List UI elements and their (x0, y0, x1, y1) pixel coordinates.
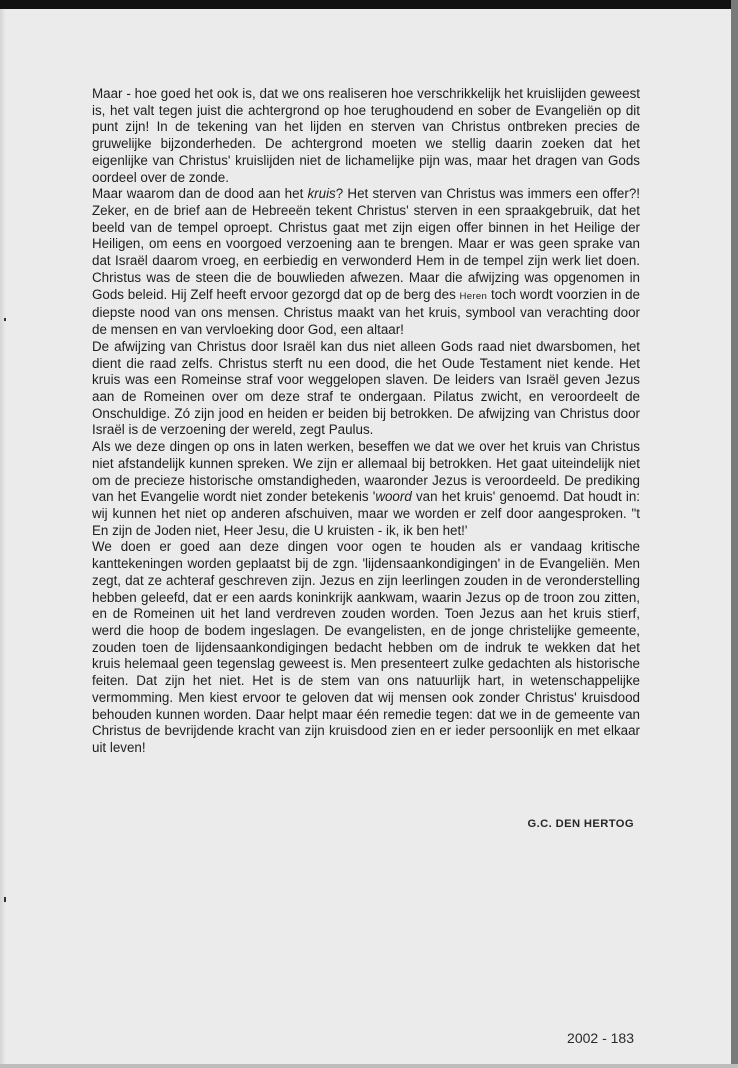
small-caps-text: Heren (459, 290, 488, 302)
paragraph: We doen er goed aan deze dingen voor ogen te houden als er vandaag kritische kanttekeningen worden geplaatst bij de zgn. 'lijdensaankondigingen' in de Evangeliën. Men zegt, dat ze achteraf geschreven zijn. Jezus en zijn leerlingen zouden in de veronderstelling hebben geleefd, dat er een aards koninkrijk aankwam, waarin Jezus op de troon zou zitten, en de Romeinen uit het land verdreven zouden worden. Toen Jezus aan het kruis stierf, werd die hoop de bodem ingeslagen. De evangelisten, en de jonge christelijke gemeente, zouden toen de lijdensaankondigingen bedacht hebben om de indruk te wekken dat het kruis helemaal geen tegenslag geweest is. Men presenteert zulke gedachten als historische feiten. Dat zijn het niet. Het is de stem van ons natuurlijk hart, in wetenschappelijke vermomming. Men kiest ervoor te geloven dat wij mensen ook zonder Christus' kruisdood behouden kunnen worden. Daar helpt maar één remedie tegen: dat we in de gemeente van Christus de bevrijdende kracht van zijn kruisdood zien en er ieder persoonlijk en met elkaar uit leven! (92, 539, 640, 756)
paragraph-text: ? Het sterven van Christus was immers een offer?! Zeker, en de brief aan de Hebreeën tekent Christus' sterven in een spraakgebruik, dat het beeld van de tempel oproept. Christus gaat met zijn eigen offer binnen in het Heilige der Heiligen, om eens en voorgoed verzoening aan te brengen. Maar er was geen sprake van dat Israël daarom vroeg, en eerbiedig en verwonderd Hem in de tempel zijn werk liet doen. Christus was de steen die de bouwlieden afwezen. Maar die afwijzing was opgenomen in Gods beleid. Hij Zelf heeft ervoor gezorgd dat op de berg des (92, 186, 640, 302)
paragraph: Maar - hoe goed het ook is, dat we ons realiseren hoe verschrikkelijk het kruislijden geweest is, het valt tegen juist die achtergrond op hoe terughoudend en sober de Evangeliën op dit punt zijn! In de tekening van het lijden en sterven van Christus ontbreken precies de gruwelijke bijzonderheden. De achtergrond moeten we stellig daarin zoeken dat het eigenlijke van Christus' kruislijden niet de lichamelijke pijn was, maar het dragen van Gods oordeel over de zonde. (92, 86, 640, 185)
paragraph-text: van het kruis' genoemd. Dat houdt in: wij kunnen het niet op anderen afschuiven, maar we worden er zelf door aangesproken. "t En zijn de Joden niet, Heer Jesu, die U kruisten - ik, ik ben het!' (92, 489, 641, 538)
paragraph (92, 186, 640, 338)
article-body (92, 86, 640, 757)
paragraph (92, 439, 640, 539)
emphasis-text: woord (375, 489, 412, 505)
scan-left-shadow (0, 9, 6, 1068)
page-number: 2002 - 183 (567, 1030, 634, 1046)
paragraph-text: Als we deze dingen op ons in laten werken, beseffen we dat we over het kruis van Christus niet afstandelijk kunnen spreken. We zijn er allemaal bij betrokken. Het gaat uiteindelijk niet om de precieze historische omstandigheden, waaronder Jezus is veroordeeld. De prediking van het Evangelie wordt niet zonder betekenis ' (92, 439, 640, 505)
paragraph: De afwijzing van Christus door Israël kan dus niet alleen Gods raad niet dwarsbomen, het dient die raad zelfs. Christus sterft nu een dood, die het Oude Testament niet kende. Het kruis was een Romeinse straf voor weggelopen slaven. De leiders van Israël geven Jezus aan de Romeinen over om deze straf te ondergaan. Pilatus zwicht, en veroordeelt de Onschuldige. Zó zijn jood en heiden er beiden bij betrokken. De afwijzing van Christus door Israël is de verzoening der wereld, zegt Paulus. (92, 338, 640, 438)
scan-bottom-border (0, 1064, 738, 1068)
scan-top-border (0, 0, 738, 9)
emphasis-text: kruis (307, 186, 336, 202)
scan-margin-mark (4, 318, 6, 321)
paragraph-text: Maar waarom dan de dood aan het (92, 186, 308, 202)
author-signature: G.C. DEN HERTOG (527, 818, 634, 830)
paragraph-text: toch wordt voorzien in de diepste nood van ons mensen. Christus maakt van het kruis, symbool van verachting door de mensen en van vervloeking door God, een altaar! (92, 286, 640, 338)
scan-margin-mark (4, 897, 6, 902)
scan-right-border (731, 0, 738, 1068)
